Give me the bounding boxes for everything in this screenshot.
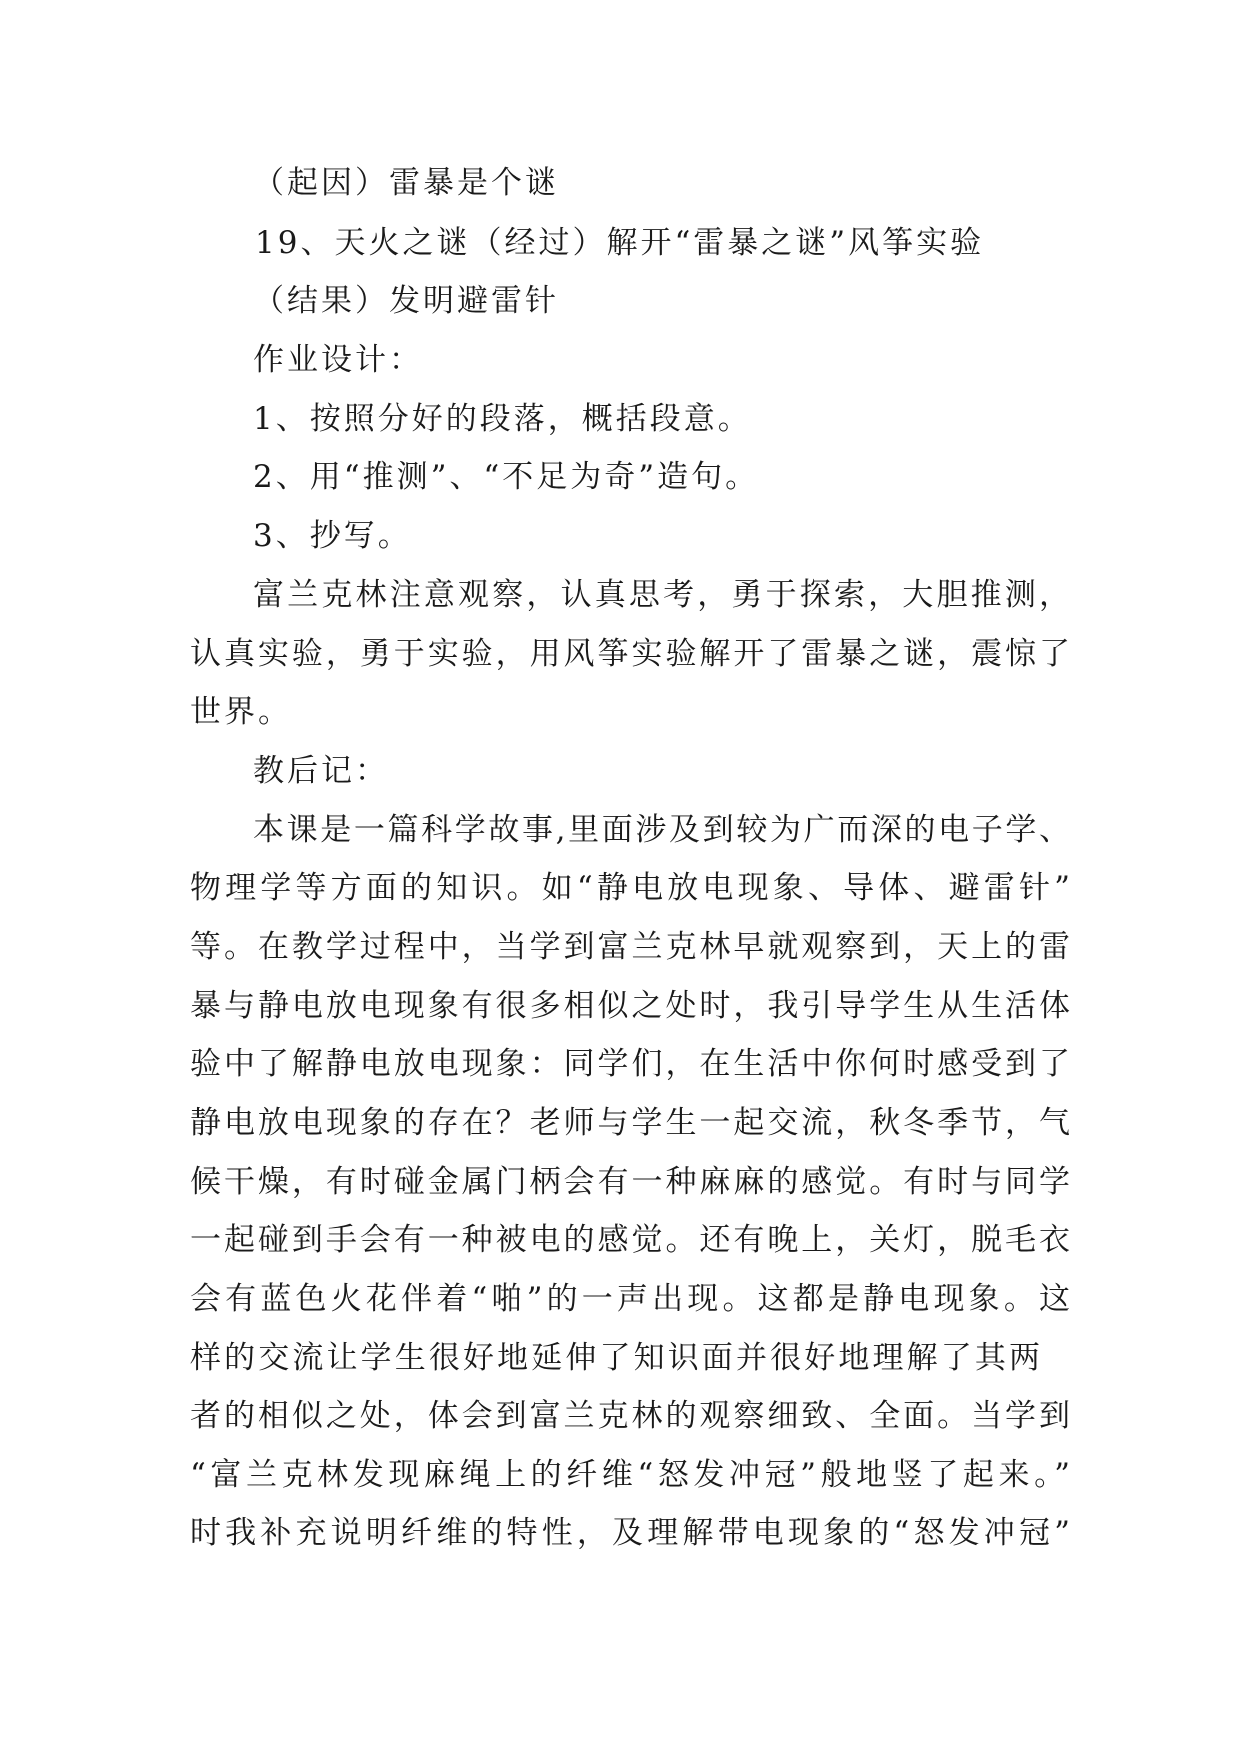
reflection-line: 会有蓝色火花伴着“啪”的一声出现。这都是静电现象。这 [190, 1281, 1070, 1317]
summary-line: 认真实验，勇于实验，用风筝实验解开了雷暴之谜，震惊了 [190, 636, 1070, 672]
reflection-line: 一起碰到手会有一种被电的感觉。还有晚上，关灯，脱毛衣 [190, 1222, 1070, 1258]
reflection-line: 本课是一篇科学故事,里面涉及到较为广而深的电子学、 [253, 812, 1070, 848]
homework-heading: 作业设计： [253, 342, 423, 378]
homework-item: 2、用“推测”、“不足为奇”造句。 [253, 459, 760, 495]
outline-cause: （起因）雷暴是个谜 [253, 165, 559, 201]
reflection-line: 等。在教学过程中，当学到富兰克林早就观察到，天上的雷 [190, 929, 1070, 965]
reflection-line: 物理学等方面的知识。如“静电放电现象、导体、避雷针” [190, 870, 1070, 906]
reflection-heading: 教后记： [253, 753, 389, 789]
homework-item: 1、按照分好的段落，概括段意。 [253, 401, 752, 437]
outline-process: 19、天火之谜（经过）解开“雷暴之谜”风筝实验 [255, 225, 985, 261]
summary-line: 世界。 [190, 694, 292, 730]
reflection-line: 候干燥，有时碰金属门柄会有一种麻麻的感觉。有时与同学 [190, 1164, 1070, 1200]
reflection-line: 时我补充说明纤维的特性，及理解带电现象的“怒发冲冠” [190, 1515, 1070, 1551]
outline-result: （结果）发明避雷针 [253, 283, 559, 319]
reflection-line: 样的交流让学生很好地延伸了知识面并很好地理解了其两 [190, 1340, 1040, 1376]
homework-item: 3、抄写。 [253, 518, 412, 554]
reflection-line: 者的相似之处，体会到富兰克林的观察细致、全面。当学到 [190, 1398, 1070, 1434]
reflection-line: “富兰克林发现麻绳上的纤维“怒发冲冠”般地竖了起来。” [190, 1457, 1070, 1493]
reflection-line: 验中了解静电放电现象：同学们，在生活中你何时感受到了 [190, 1046, 1070, 1082]
reflection-line: 暴与静电放电现象有很多相似之处时，我引导学生从生活体 [190, 988, 1070, 1024]
reflection-line: 静电放电现象的存在？老师与学生一起交流，秋冬季节，气 [190, 1105, 1070, 1141]
summary-line: 富兰克林注意观察，认真思考，勇于探索，大胆推测， [253, 577, 1070, 613]
